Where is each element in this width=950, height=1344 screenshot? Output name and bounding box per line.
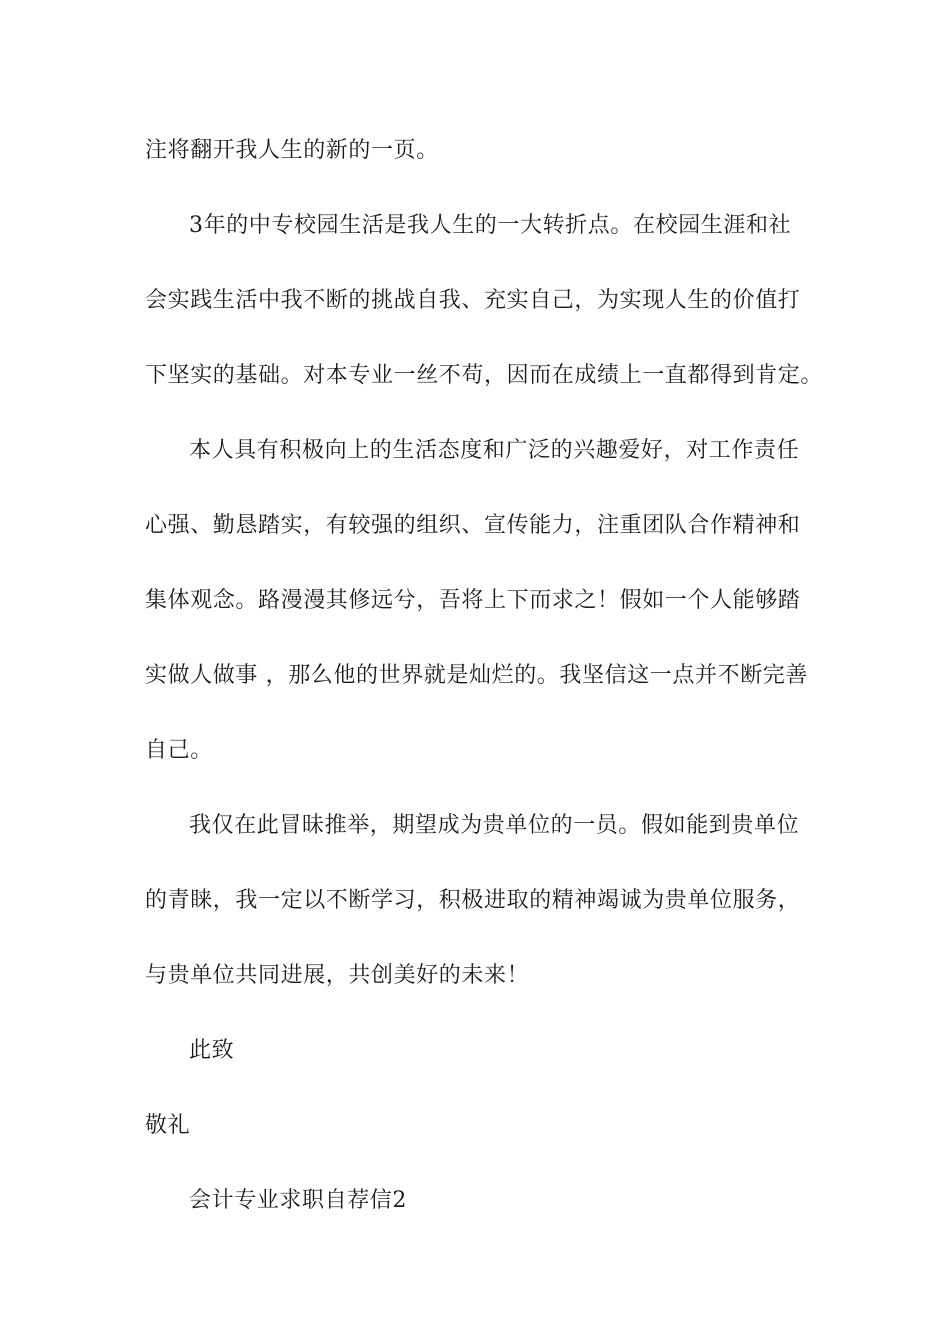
- closing-regards: 敬礼: [145, 1113, 191, 1138]
- paragraph-line: 下坚实的基础。对本专业一丝不苟，因而在成绩上一直都得到肯定。: [145, 363, 824, 388]
- paragraph-line: 本人具有积极向上的生活态度和广泛的兴趣爱好，对工作责任: [189, 438, 800, 463]
- paragraph-line: 我仅在此冒昧推举，期望成为贵单位的一员。假如能到贵单位: [189, 813, 800, 838]
- closing-salutation: 此致: [189, 1038, 235, 1063]
- paragraph-line: 的青睐，我一定以不断学习，积极进取的精神竭诚为贵单位服务，: [145, 888, 801, 913]
- paragraph-line: 自己。: [145, 738, 213, 763]
- paragraph-line: 集体观念。路漫漫其修远兮，吾将上下而求之！假如一个人能够踏: [145, 588, 801, 613]
- paragraph-line: 注将翻开我人生的新的一页。: [145, 138, 439, 163]
- paragraph-line: 实做人做事 ，那么他的世界就是灿烂的。我坚信这一点并不断完善: [145, 663, 808, 688]
- paragraph-line: 与贵单位共同进展，共创美好的未来！: [145, 963, 530, 988]
- paragraph-line: 3年的中专校园生活是我人生的一大转折点。在校园生涯和社: [189, 213, 792, 238]
- paragraph-line: 会实践生活中我不断的挑战自我、充实自己，为实现人生的价值打: [145, 288, 801, 313]
- paragraph-line: 心强、勤恳踏实，有较强的组织、宣传能力，注重团队合作精神和: [145, 513, 801, 538]
- section-title: 会计专业求职自荐信2: [189, 1188, 407, 1213]
